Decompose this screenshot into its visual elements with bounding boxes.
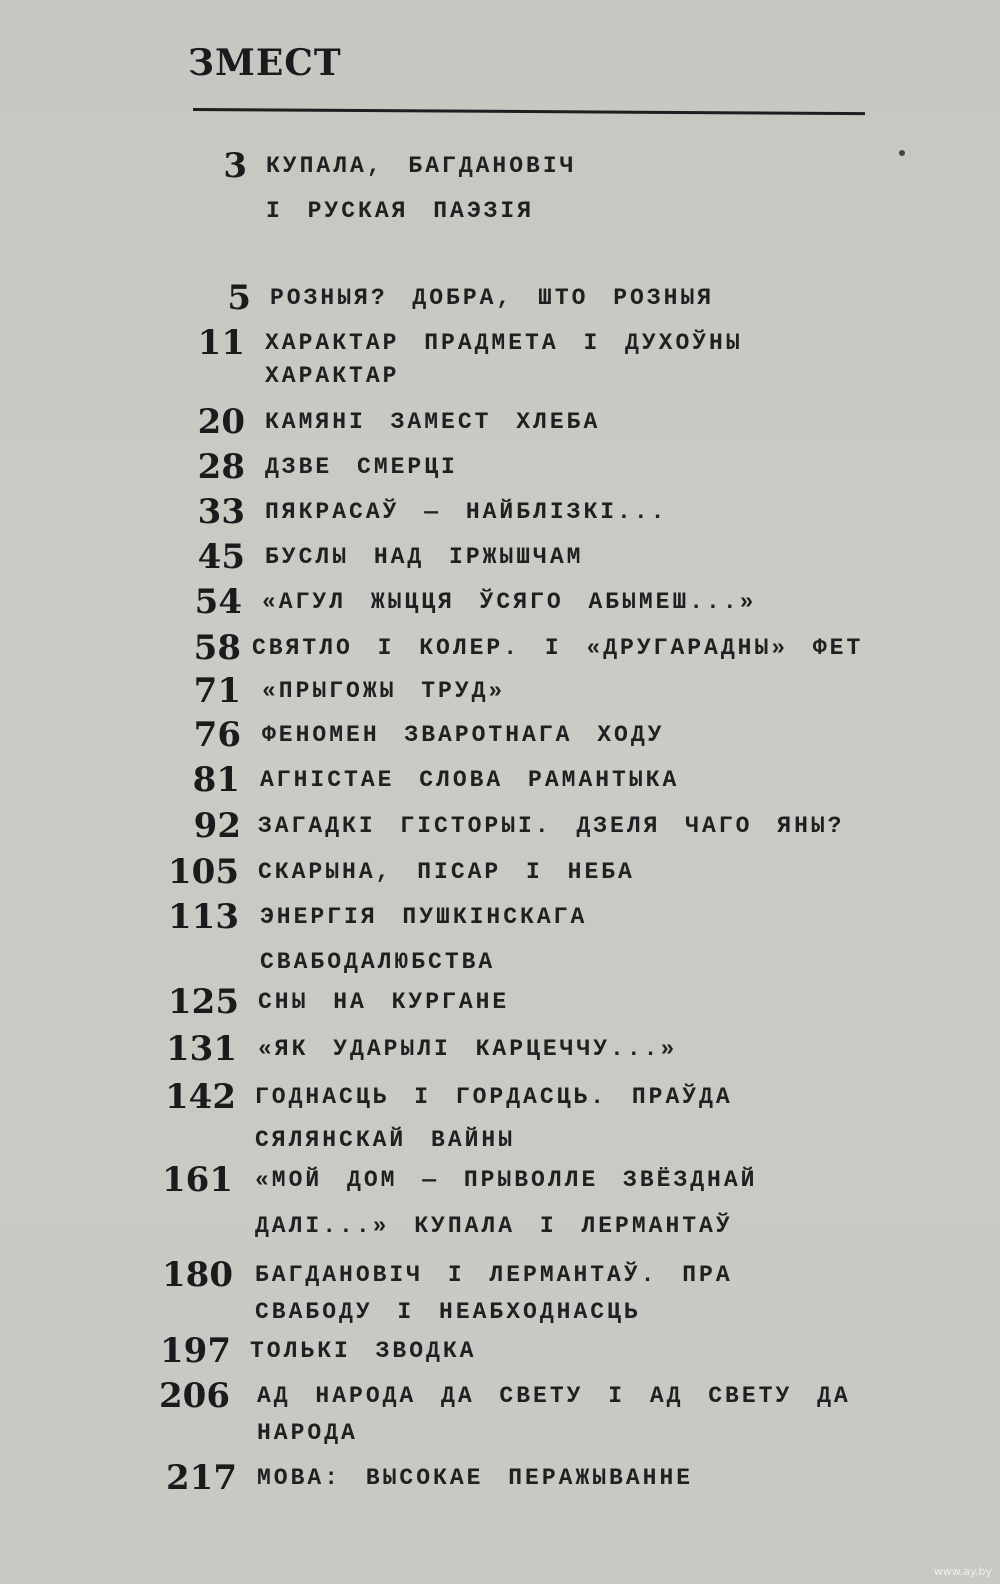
toc-page-number: 131: [166, 1029, 237, 1069]
toc-entry-title-line: ХАРАКТАР: [265, 363, 400, 389]
toc-page-number: 20: [197, 402, 245, 442]
toc-page-number: 58: [193, 628, 241, 668]
toc-page-number: 113: [168, 897, 239, 937]
toc-entry-title-line: ФЕНОМЕН ЗВАРОТНАГА ХОДУ: [262, 722, 665, 748]
toc-entry-title-line: ПЯКРАСАЎ — НАЙБЛІЗКІ...: [265, 499, 668, 525]
toc-entry-title-line: МОВА: ВЫСОКАЕ ПЕРАЖЫВАННЕ: [257, 1465, 694, 1491]
toc-entry-title-line: СНЫ НА КУРГАНЕ: [258, 989, 510, 1015]
toc-entry-title-line: ГОДНАСЦЬ І ГОРДАСЦЬ. ПРАЎДА: [255, 1084, 733, 1110]
toc-page-number: 81: [192, 760, 240, 800]
toc-page-number: 180: [162, 1255, 233, 1295]
page-title: ЗМЕСТ: [188, 42, 342, 84]
toc-page-number: 54: [194, 582, 242, 622]
toc-entry-title-line: «МОЙ ДОМ — ПРЫВОЛЛЕ ЗВЁЗДНАЙ: [255, 1167, 758, 1193]
toc-entry-title-line: АД НАРОДА ДА СВЕТУ І АД СВЕТУ ДА: [257, 1383, 851, 1409]
toc-entry-title-line: БУСЛЫ НАД ІРЖЫШЧАМ: [265, 544, 584, 570]
toc-entry-title-line: КАМЯНІ ЗАМЕСТ ХЛЕБА: [265, 409, 601, 435]
toc-page-number: 217: [166, 1458, 237, 1498]
toc-entry-title-line: ЗАГАДКІ ГІСТОРЫІ. ДЗЕЛЯ ЧАГО ЯНЫ?: [258, 813, 845, 839]
toc-page-number: 33: [197, 492, 245, 532]
toc-page-number: 105: [168, 852, 239, 892]
toc-page-number: 197: [160, 1331, 231, 1371]
toc-entry-title-line: ТОЛЬКІ ЗВОДКА: [250, 1338, 477, 1364]
toc-entry-title-line: ДЗВЕ СМЕРЦІ: [265, 454, 458, 480]
toc-entry-title-line: НАРОДА: [257, 1420, 358, 1446]
toc-entry-title-line: ХАРАКТАР ПРАДМЕТА І ДУХОЎНЫ: [265, 330, 743, 356]
toc-entry-title-line: СВАБОДАЛЮБСТВА: [260, 949, 496, 975]
toc-page-number: 161: [162, 1160, 233, 1200]
toc-entry-title-line: СКАРЫНА, ПІСАР І НЕБА: [258, 859, 635, 885]
toc-entry-title-line: АГНІСТАЕ СЛОВА РАМАНТЫКА: [260, 767, 680, 793]
toc-entry-title-line: СВАБОДУ І НЕАБХОДНАСЦЬ: [255, 1299, 641, 1325]
toc-entry-title-line: КУПАЛА, БАГДАНОВІЧ: [266, 153, 577, 179]
toc-page-number: 45: [197, 537, 245, 577]
toc-page-number: 125: [168, 982, 239, 1022]
toc-entry-title-line: «ЯК УДАРЫЛІ КАРЦЕЧЧУ...»: [258, 1036, 678, 1062]
toc-page-number: 5: [227, 278, 251, 318]
watermark: www.ay.by: [933, 1565, 992, 1578]
toc-page-number: 3: [223, 146, 247, 186]
toc-entry-title-line: БАГДАНОВІЧ І ЛЕРМАНТАЎ. ПРА: [255, 1262, 733, 1288]
toc-page-number: 76: [193, 715, 241, 755]
toc-page-number: 206: [159, 1376, 230, 1416]
toc-page-number: 28: [197, 447, 245, 487]
toc-entry-title-line: І РУСКАЯ ПАЭЗІЯ: [266, 198, 535, 224]
toc-entry-title-line: «АГУЛ ЖЫЦЦЯ ЎСЯГО АБЫМЕШ...»: [262, 589, 757, 615]
toc-page-number: 92: [193, 806, 241, 846]
toc-page-number: 71: [193, 671, 241, 711]
toc-page-number: 142: [165, 1077, 236, 1117]
toc-entry-title-line: СВЯТЛО І КОЛЕР. І «ДРУГАРАДНЫ» ФЕТ: [252, 635, 864, 661]
toc-entry-title-line: РОЗНЫЯ? ДОБРА, ШТО РОЗНЫЯ: [270, 285, 715, 311]
toc-page-number: 11: [197, 323, 245, 363]
toc-entry-title-line: СЯЛЯНСКАЙ ВАЙНЫ: [255, 1127, 516, 1153]
toc-entry-title-line: «ПРЫГОЖЫ ТРУД»: [262, 678, 506, 704]
toc-entry-title-line: ДАЛІ...» КУПАЛА І ЛЕРМАНТАЎ: [255, 1213, 733, 1239]
toc-entry-title-line: ЭНЕРГІЯ ПУШКІНСКАГА: [260, 904, 588, 930]
